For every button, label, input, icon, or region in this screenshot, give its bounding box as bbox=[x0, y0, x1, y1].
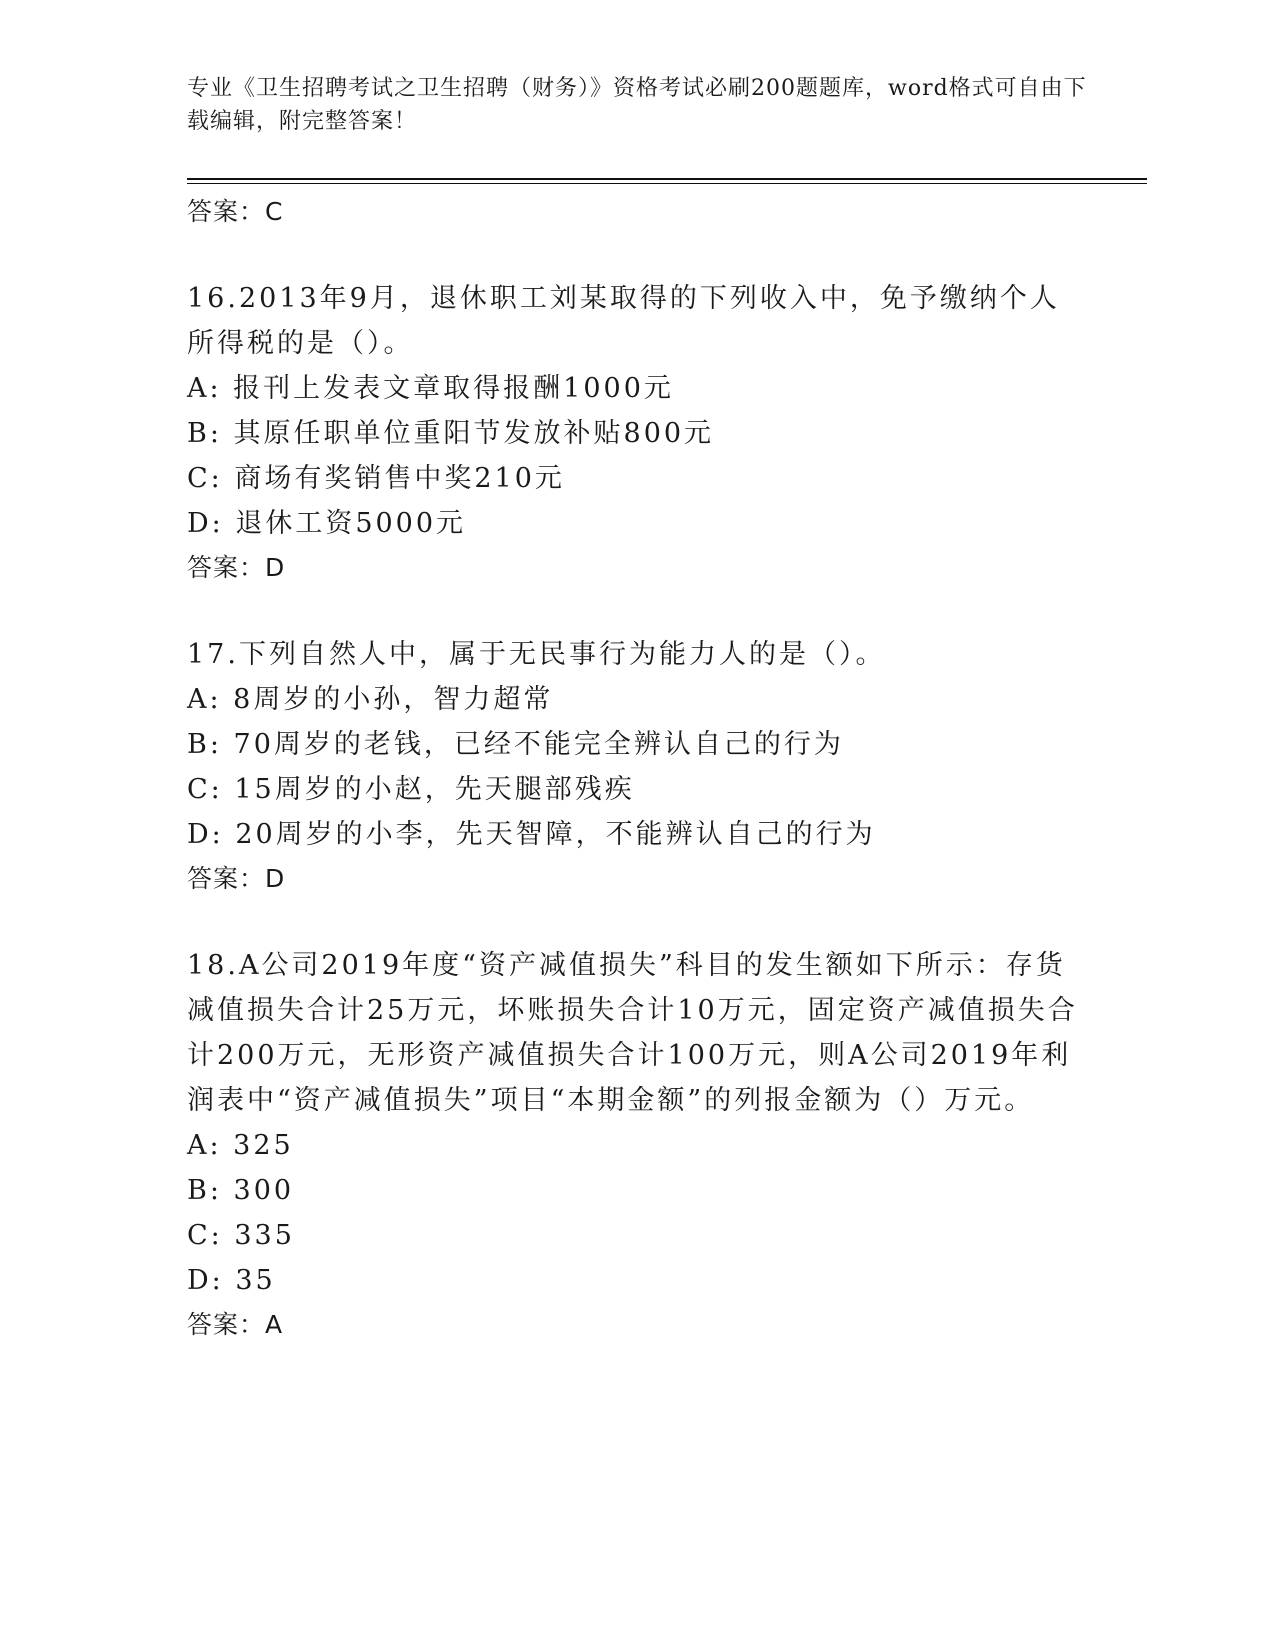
question-text: 17.下列自然人中，属于无民事行为能力人的是（）。 bbox=[187, 639, 886, 670]
option-b: B: 其原任职单位重阳节发放补贴800元 bbox=[187, 418, 715, 449]
option-c: C: 商场有奖销售中奖210元 bbox=[187, 463, 565, 494]
option-d: D: 20周岁的小李，先天智障，不能辨认自己的行为 bbox=[187, 819, 876, 850]
page-header bbox=[187, 72, 1087, 138]
previous-answer: 答案：C bbox=[187, 197, 284, 226]
answer: 答案：A bbox=[187, 1310, 284, 1339]
option-d: D: 35 bbox=[187, 1265, 276, 1296]
question-list bbox=[187, 190, 1087, 1347]
spacer bbox=[187, 590, 1087, 632]
option-a: A: 8周岁的小孙，智力超常 bbox=[187, 684, 554, 715]
header-text: 专业《卫生招聘考试之卫生招聘（财务）》资格考试必刷200题题库，word格式可自由下载编辑，附完整答案！ bbox=[187, 76, 1087, 134]
question-text: 18.A公司2019年度“资产减值损失”科目的发生额如下所示：存货减值损失合计25万元，坏账损失合计10万元，固定资产减值损失合计200万元，无形资产减值损失合计100万元，则A公司2019年利润表中“资产减值损失”项目“本期金额”的列报金额为（）万元。 bbox=[187, 950, 1078, 1116]
option-a: A: 325 bbox=[187, 1130, 294, 1161]
spacer bbox=[187, 234, 1087, 276]
option-a: A: 报刊上发表文章取得报酬1000元 bbox=[187, 373, 674, 404]
question-17 bbox=[187, 632, 1087, 901]
option-b: B: 70周岁的老钱，已经不能完全辨认自己的行为 bbox=[187, 729, 844, 760]
question-text: 16.2013年9月，退休职工刘某取得的下列收入中，免予缴纳个人所得税的是（）。 bbox=[187, 283, 1060, 359]
question-16 bbox=[187, 276, 1087, 590]
answer: 答案：D bbox=[187, 864, 286, 893]
answer: 答案：D bbox=[187, 553, 286, 582]
question-18 bbox=[187, 943, 1087, 1347]
header-divider bbox=[187, 178, 1147, 184]
option-d: D: 退休工资5000元 bbox=[187, 508, 467, 539]
option-c: C: 335 bbox=[187, 1220, 295, 1251]
option-b: B: 300 bbox=[187, 1175, 295, 1206]
option-c: C: 15周岁的小赵，先天腿部残疾 bbox=[187, 774, 635, 805]
spacer bbox=[187, 901, 1087, 943]
